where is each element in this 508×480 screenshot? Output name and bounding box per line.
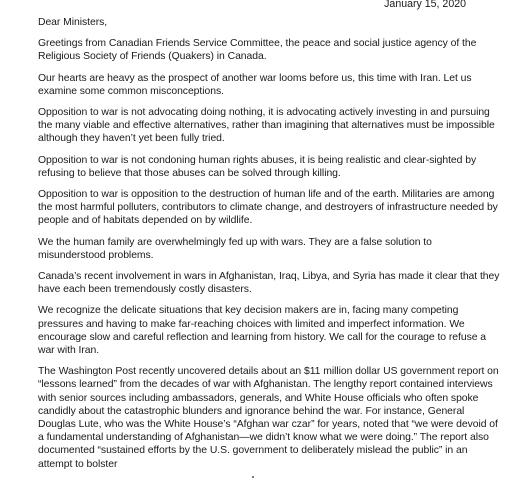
page-mark xyxy=(252,476,254,478)
paragraph-destruction: Opposition to war is opposition to the destruction of human life and of the earth. Militaries are among the most harmful polluters, contributors to climate change, and destroyers of infrastructure needed by people and of habitats depended on by wildlife. xyxy=(38,189,498,227)
paragraph-fed-up: We the human family are overwhelmingly fed up with wars. They are a false solution to misunderstood problems. xyxy=(38,236,432,261)
paragraph-canada-involvement: Canada’s recent involvement in wars in Afghanistan, Iraq, Libya, and Syria has made it clear that they have each been tremendously costly disasters. xyxy=(38,271,500,296)
letter-date: January 15, 2020 xyxy=(384,0,466,10)
paragraph-washington-post: The Washington Post recently uncovered details about an $11 million dollar US government report on “lessons learned” from the decades of war with Afghanistan. The lengthy report contained interviews with senior sources including ambassadors, generals, and White House officials who often spoke candidly about the catastrophic blunders and ignorance behind the war. For instance, General Douglas Lute, who was the White House’s “Afghan war czar” for years, noted that “we were devoid of a fundamental understanding of Afghanistan—we didn’t know what we were doing.” The report also documented “sustained efforts by the U.S. government to deliberately mislead the public” in an attempt to bolster xyxy=(38,366,499,470)
paragraph-decision-makers: We recognize the delicate situations that key decision makers are in, facing many competing pressures and having to make far-reaching choices with limited and imperfect information. We encourage slow and careful reflection and learning from history. We call for the courage to refuse a war with Iran. xyxy=(38,305,487,357)
letter-body xyxy=(38,16,500,479)
paragraph-not-doing-nothing: Opposition to war is not advocating doing nothing, it is advocating actively investing in and pursuing the many viable and effective alternatives, rather than imagining that alternatives must be impossible although they haven’t yet been fully tried. xyxy=(38,107,495,145)
salutation: Dear Ministers, xyxy=(38,17,108,28)
paragraph-not-condoning-abuses: Opposition to war is not condoning human rights abuses, it is being realistic and clear-sighted by refusing to believe that those abuses can be solved through killing. xyxy=(38,154,477,179)
paragraph-hearts-heavy: Our hearts are heavy as the prospect of another war looms before us, this time with Iran. Let us examine some common misconceptions. xyxy=(38,72,472,97)
paragraph-greetings: Greetings from Canadian Friends Service Committee, the peace and social justice agency of the Religious Society of Friends (Quakers) in Canada. xyxy=(38,38,477,63)
